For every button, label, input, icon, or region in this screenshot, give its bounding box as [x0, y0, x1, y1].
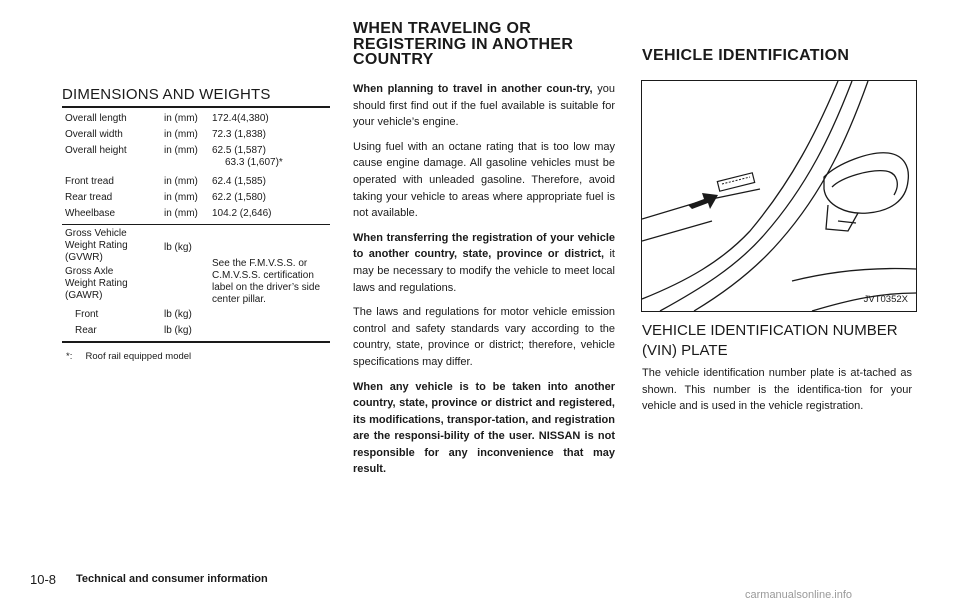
table-rule-bottom — [62, 341, 330, 343]
row-unit: in (mm) — [164, 129, 198, 140]
row-label: Overall width — [65, 129, 123, 140]
traveling-body — [353, 81, 615, 486]
row-value: 62.4 (1,585) — [212, 176, 266, 187]
row-label: Wheelbase — [65, 208, 116, 219]
rear-label: Rear — [75, 325, 97, 336]
section-title-dimensions: DIMENSIONS AND WEIGHTS — [62, 86, 271, 103]
figure-code: JVT0352X — [863, 294, 908, 305]
row-label: Overall height — [65, 145, 127, 156]
row-label: Front tread — [65, 176, 114, 187]
paragraph — [353, 230, 615, 296]
bold-lead: When planning to travel in another coun-try, — [353, 83, 593, 95]
row-label: Rear tread — [65, 192, 113, 203]
bold-lead: When transferring the registration of your vehicle to another country, state, province or district, — [353, 231, 615, 261]
warning-paragraph: When any vehicle is to be taken into another country, state, province or district and registered, its modifications, transpor-tation, and registration are the responsi-bility of the user. NISSAN is not responsible for any inconvenience that may result. — [353, 380, 615, 476]
footer-section-title: Technical and consumer information — [76, 573, 268, 585]
row-value: 104.2 (2,646) — [212, 208, 272, 219]
section-title-vehicle-id: VEHICLE IDENTIFICATION — [642, 47, 850, 64]
front-unit: lb (kg) — [164, 309, 192, 320]
row-value: 62.2 (1,580) — [212, 192, 266, 203]
row-unit: in (mm) — [164, 192, 198, 203]
paragraph-text: you should first find out if the fuel available is suitable for your vehicle’s engine. — [353, 83, 615, 129]
gvwr-label: Gross Vehicle Weight Rating (GVWR) — [65, 228, 128, 263]
gvwr-unit: lb (kg) — [164, 242, 192, 253]
paragraph: Using fuel with an octane rating that is too low may cause engine damage. All gasoline vehicles must be operated with unleaded gasoline. Therefore, avoid taking your vehicle to areas where appropriate fuel is not available. — [353, 140, 615, 220]
paragraph-text: it may be necessary to modify the vehicle to meet local laws and regulations. — [353, 248, 615, 294]
subsection-title-vin-plate: VEHICLE IDENTIFICATION NUMBER (VIN) PLATE — [642, 322, 898, 359]
row-value: 62.5 (1,587) — [212, 145, 266, 156]
vin-plate-body: The vehicle identification number plate is at-tached as shown. This number is the identifica-tion for your vehicle and is used in the vehicle registration. — [642, 367, 912, 413]
row-unit: in (mm) — [164, 145, 198, 156]
page-number: 10-8 — [30, 572, 57, 587]
row-unit: in (mm) — [164, 113, 198, 124]
watermark: carmanualsonline.info — [745, 589, 853, 601]
row-label: Overall length — [65, 113, 127, 124]
row-value: 172.4(4,380) — [212, 113, 269, 124]
paragraph: The laws and regulations for motor vehicle emission control and safety standards vary according to the country, state, province or district; therefore, vehicle specifications may differ. — [353, 306, 615, 368]
gawr-label: Gross Axle Weight Rating (GAWR) — [65, 266, 128, 301]
rear-unit: lb (kg) — [164, 325, 192, 336]
row-unit: in (mm) — [164, 176, 198, 187]
weight-note: See the F.M.V.S.S. or C.M.V.S.S. certification label on the driver’s side center pillar. — [212, 258, 321, 305]
table-rule-top — [62, 106, 330, 108]
front-label: Front — [75, 309, 99, 320]
table-rule-middle — [62, 224, 330, 225]
section-title-traveling: WHEN TRAVELING OR REGISTERING IN ANOTHER COUNTRY — [353, 20, 574, 68]
row-value-alt: 63.3 (1,607)* — [225, 157, 283, 168]
footnote: *: Roof rail equipped model — [66, 351, 192, 362]
row-value: 72.3 (1,838) — [212, 129, 266, 140]
windshield-illustration — [642, 81, 916, 311]
row-unit: in (mm) — [164, 208, 198, 219]
paragraph — [353, 81, 615, 131]
vin-plate-figure — [641, 80, 917, 312]
